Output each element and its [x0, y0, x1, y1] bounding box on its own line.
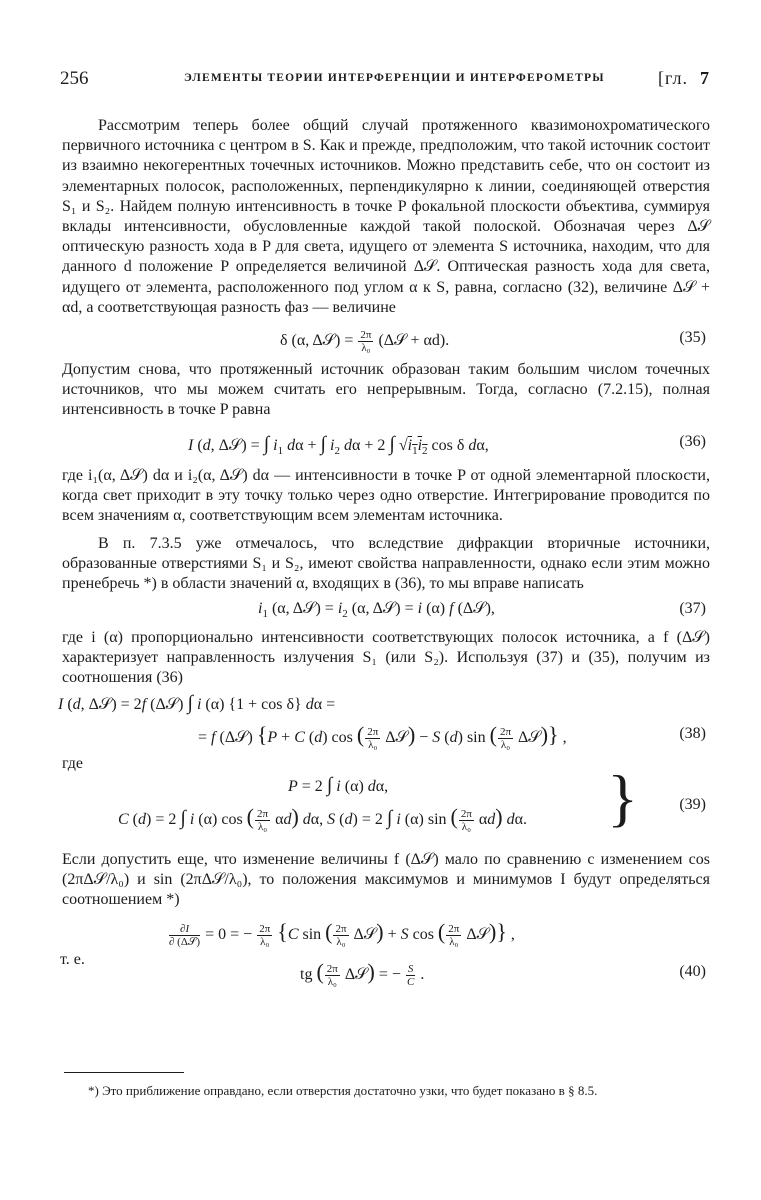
running-header: [60, 68, 710, 92]
right-brace: }: [607, 762, 638, 834]
equation-38-line-2: = f (Δ𝒮) {P + C (d) cos ( $\frac{2\pi}{\text{λ₀}}$ Δ𝒮) − S (d) sin ( $\frac{2\pi}{\text{λ₀}}$ Δ𝒮)} , (38): [198, 722, 706, 751]
footnote: *) Это приближение оправдано, если отверстия достаточно узки, что будет показано в § 8.5.: [88, 1083, 598, 1098]
where-label: где: [62, 755, 84, 773]
equation-number-38: (38): [679, 725, 706, 743]
equation-number-39: (39): [679, 796, 706, 814]
equation-number-40: (40): [679, 963, 706, 981]
te-label: т. е.: [60, 951, 85, 969]
equation-39: P = 2 ∫ i (α) dα, C (d) = 2 ∫ i (α) cos ( $\frac{2\pi}{\text{λ₀}}$ αd) dα, S (d) = 2 ∫ i (α) sin ( $\frac{2\pi}{\text{λ₀}}$ αd) dα. } (39): [118, 762, 706, 834]
equation-40-line-1: $\frac{\partial I}{\text{∂ (Δ𝒮)}}$ = 0 = − $\frac{2\pi}{\text{λ₀}}$ {C sin ( $\frac{2\pi}{\text{λ₀}}$ Δ𝒮) + S cos ( $\frac{2\pi}{\text{λ₀}}$ Δ𝒮)} ,: [169, 919, 515, 948]
paragraph-4: В п. 7.3.5 уже отмечалось, что вследствие дифракции вторичные источники, образованные отверстиями S₁ и S₂, имеют свойства направленности, однако если этим можно пренебречь *) в области значений α, входящих в (36), то мы вправе написать: [62, 535, 710, 593]
chapter-marker: [гл. 7: [658, 68, 710, 88]
equation-36: I (d, Δ𝒮) = ∫ $i_1$ dα + ∫ $i_2$ dα + 2 ∫ $√i_1i_2$ cos δ dα, (36): [188, 433, 706, 458]
equation-number-37: (37): [679, 600, 706, 618]
equation-number-36: (36): [679, 433, 706, 451]
paragraph-6: Если допустить еще, что изменение величины f (Δ𝒮) мало по сравнению с изменением cos (2πΔ𝒮/λ₀) и sin (2πΔ𝒮/λ₀), то положения максимумов и минимумов I будут определяться соотношением *): [62, 851, 710, 909]
equation-number-35: (35): [679, 329, 706, 347]
paragraph-3: где i₁(α, Δ𝒮) dα и i₂(α, Δ𝒮) dα — интенсивности в точке P от одной элементарной плоскости, когда свет приходит в эту точку только через одно отверстие. Интегрирование проводится по всем значениям α, соответствующим всем элементам источника.: [62, 467, 710, 525]
page-number: 256: [60, 68, 89, 89]
equation-35: δ (α, Δ𝒮) = $\frac{2\pi}{\text{λ₀}}$ (Δ𝒮 + αd). (35): [280, 329, 706, 355]
main-text: [58, 116, 710, 992]
paragraph-2: Допустим снова, что протяженный источник образован таким большим числом точечных источников, что мы можем считать его непрерывным. Тогда, согласно (7.2.15), полная интенсивность в точке P равна: [62, 361, 710, 419]
footnote-rule: [64, 1072, 184, 1073]
equation-38-line-1: I (d, Δ𝒮) = 2f (Δ𝒮) ∫ i (α) {1 + cos δ} dα =: [58, 692, 336, 715]
equation-37: $i_1$ (α, Δ𝒮) = $i_2$ (α, Δ𝒮) = i (α) f (Δ𝒮), (37): [258, 600, 706, 621]
paragraph-5: где i (α) пропорционально интенсивности соответствующих полосок источника, а f (Δ𝒮) характеризует направленность излучения S₁ (или S₂). Используя (37) и (35), получим из соотношения (36): [62, 629, 710, 687]
paragraph-1: Рассмотрим теперь более общий случай протяженного квазимонохроматического первичного источника с центром в S. Как и прежде, предположим, что такой источник состоит из взаимно некогерентных точечных источников. Можно представить себе, что он состоит из элементарных полосок, расположенных, перпендикулярно к линии, соединяющей отверстия S₁ и S₂. Найдем полную интенсивность в точке P фокальной плоскости объектива, суммируя вклады интенсивности, обусловленные каждой такой полоской. Обозначая через Δ𝒮 оптическую разность хода в P для света, идущего от элемента S источника, находим, что для данного d положение P определяется величиной Δ𝒮. Оптическая разность хода для света, идущего от элемента, расположенного под углом α к S, равна, согласно (32), величине Δ𝒮 + αd, а соответствующая разность фаз — величине: [62, 117, 710, 316]
equation-40-line-2: т. е. tg ( $\frac{2\pi}{\text{λ₀}}$ Δ𝒮) = − $\frac{S}{C}$ . (40): [60, 951, 706, 988]
running-title: ЭЛЕМЕНТЫ ТЕОРИИ ИНТЕРФЕРЕНЦИИ И ИНТЕРФЕРОМЕТРЫ: [184, 72, 605, 84]
